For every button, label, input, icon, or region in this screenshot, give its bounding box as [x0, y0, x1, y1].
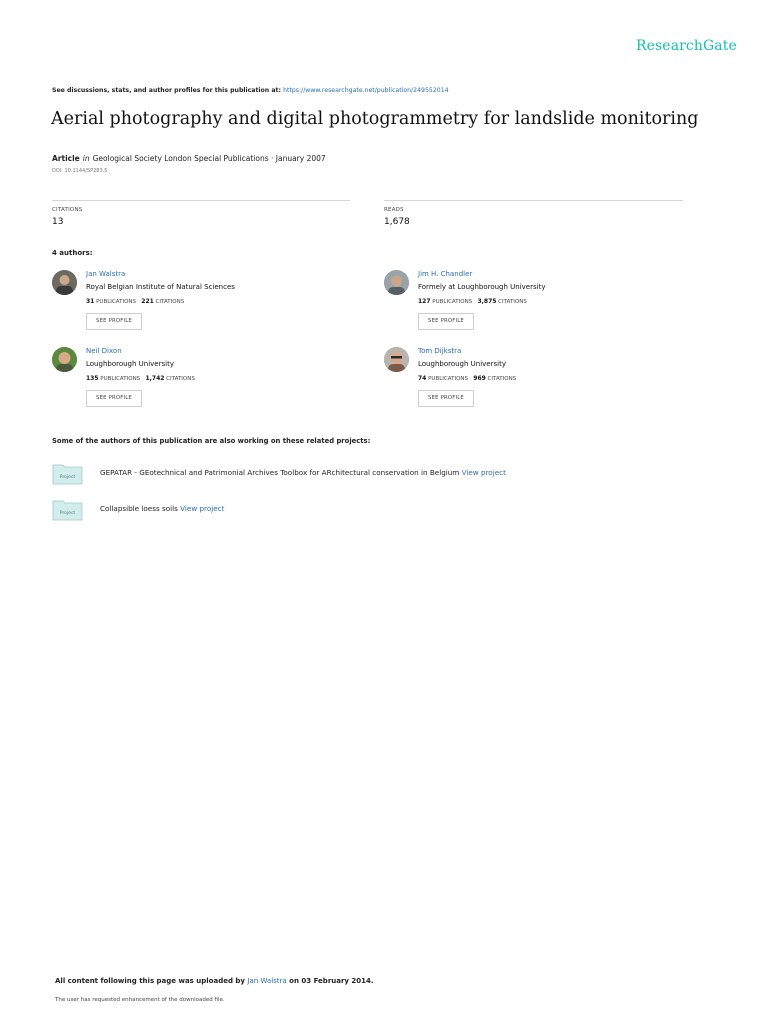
project-item: [52, 462, 652, 488]
researchgate-logo[interactable]: ResearchGate: [636, 38, 737, 54]
project-title: GEPATAR - GEotechnical and Patrimonial Archives Toolbox for ARchitectural conservation in Belgium: [100, 468, 460, 477]
avatar[interactable]: [384, 347, 409, 372]
article-doi: DOI: 10.1144/SP283.5: [52, 168, 108, 174]
project-icon-label: Project: [59, 475, 76, 480]
publication-title: Aerial photography and digital photogrammetry for landslide monitoring: [51, 109, 699, 129]
article-kind: Article: [52, 154, 80, 163]
author-stats: [86, 375, 195, 382]
citations-divider: [52, 200, 350, 201]
avatar[interactable]: [52, 347, 77, 372]
publication-count: 127: [418, 298, 431, 305]
citations-label: CITATIONS: [52, 207, 83, 213]
author-card: [52, 270, 332, 334]
view-project-link[interactable]: View project: [180, 504, 225, 513]
publication-count: 74: [418, 375, 427, 382]
author-name[interactable]: Jan Walstra: [86, 270, 126, 278]
avatar[interactable]: [384, 270, 409, 295]
citations-label: CITATIONS: [487, 376, 517, 382]
author-affiliation: Loughborough University: [418, 360, 506, 368]
related-projects-heading: Some of the authors of this publication are also working on these related projects:: [52, 437, 371, 445]
view-project-link[interactable]: View project: [461, 468, 506, 477]
citations-value: 13: [52, 217, 64, 227]
article-venue: Geological Society London Special Publications · January 2007: [92, 154, 326, 163]
publications-label: PUBLICATIONS: [428, 376, 469, 382]
enhancement-note: The user has requested enhancement of the downloaded file.: [55, 997, 225, 1003]
uploader-link[interactable]: Jan Walstra: [247, 977, 287, 985]
project-text: [100, 468, 506, 477]
upload-note: [55, 977, 374, 985]
see-profile-button[interactable]: SEE PROFILE: [86, 313, 142, 330]
author-card: [384, 270, 664, 334]
see-profile-button[interactable]: SEE PROFILE: [418, 313, 474, 330]
authors-heading: 4 authors:: [52, 249, 93, 257]
author-stats: [418, 375, 516, 382]
publication-count: 135: [86, 375, 99, 382]
article-info: [52, 154, 326, 163]
discussion-note-text: See discussions, stats, and author profiles for this publication at:: [52, 87, 284, 94]
reads-label: READS: [384, 207, 404, 213]
upload-note-prefix: All content following this page was uploaded by: [55, 977, 248, 985]
project-item: [52, 498, 652, 524]
reads-divider: [384, 200, 683, 201]
author-stats: [86, 298, 184, 305]
author-name[interactable]: Tom Dijkstra: [418, 347, 462, 355]
see-profile-button[interactable]: SEE PROFILE: [86, 390, 142, 407]
project-icon-label: Project: [59, 511, 76, 516]
author-affiliation: Formely at Loughborough University: [418, 283, 546, 291]
publication-url-link[interactable]: https://www.researchgate.net/publication/249552014: [283, 87, 449, 94]
author-stats: [418, 298, 527, 305]
citation-count: 969: [473, 375, 486, 382]
author-name[interactable]: Jim H. Chandler: [418, 270, 473, 278]
upload-note-suffix: on 03 February 2014.: [286, 977, 374, 985]
publications-label: PUBLICATIONS: [100, 376, 141, 382]
citations-label: CITATIONS: [155, 299, 185, 305]
publication-count: 31: [86, 298, 95, 305]
citations-label: CITATIONS: [166, 376, 195, 382]
project-folder-icon: [52, 498, 82, 520]
author-affiliation: Royal Belgian Institute of Natural Sciences: [86, 283, 235, 291]
article-in: in: [82, 154, 90, 163]
author-name[interactable]: Neil Dixon: [86, 347, 122, 355]
see-profile-button[interactable]: SEE PROFILE: [418, 390, 474, 407]
publications-label: PUBLICATIONS: [432, 299, 473, 305]
project-text: [100, 504, 224, 513]
project-folder-icon: [52, 462, 82, 484]
author-card: [52, 347, 332, 411]
author-card: [384, 347, 664, 411]
project-title: Collapsible loess soils: [100, 504, 178, 513]
citation-count: 221: [141, 298, 154, 305]
citation-count: 1,742: [145, 375, 165, 382]
reads-value: 1,678: [384, 217, 410, 227]
publications-label: PUBLICATIONS: [96, 299, 137, 305]
citations-label: CITATIONS: [498, 299, 527, 305]
citation-count: 3,875: [477, 298, 497, 305]
discussion-note: [52, 87, 449, 94]
author-affiliation: Loughborough University: [86, 360, 174, 368]
avatar[interactable]: [52, 270, 77, 295]
